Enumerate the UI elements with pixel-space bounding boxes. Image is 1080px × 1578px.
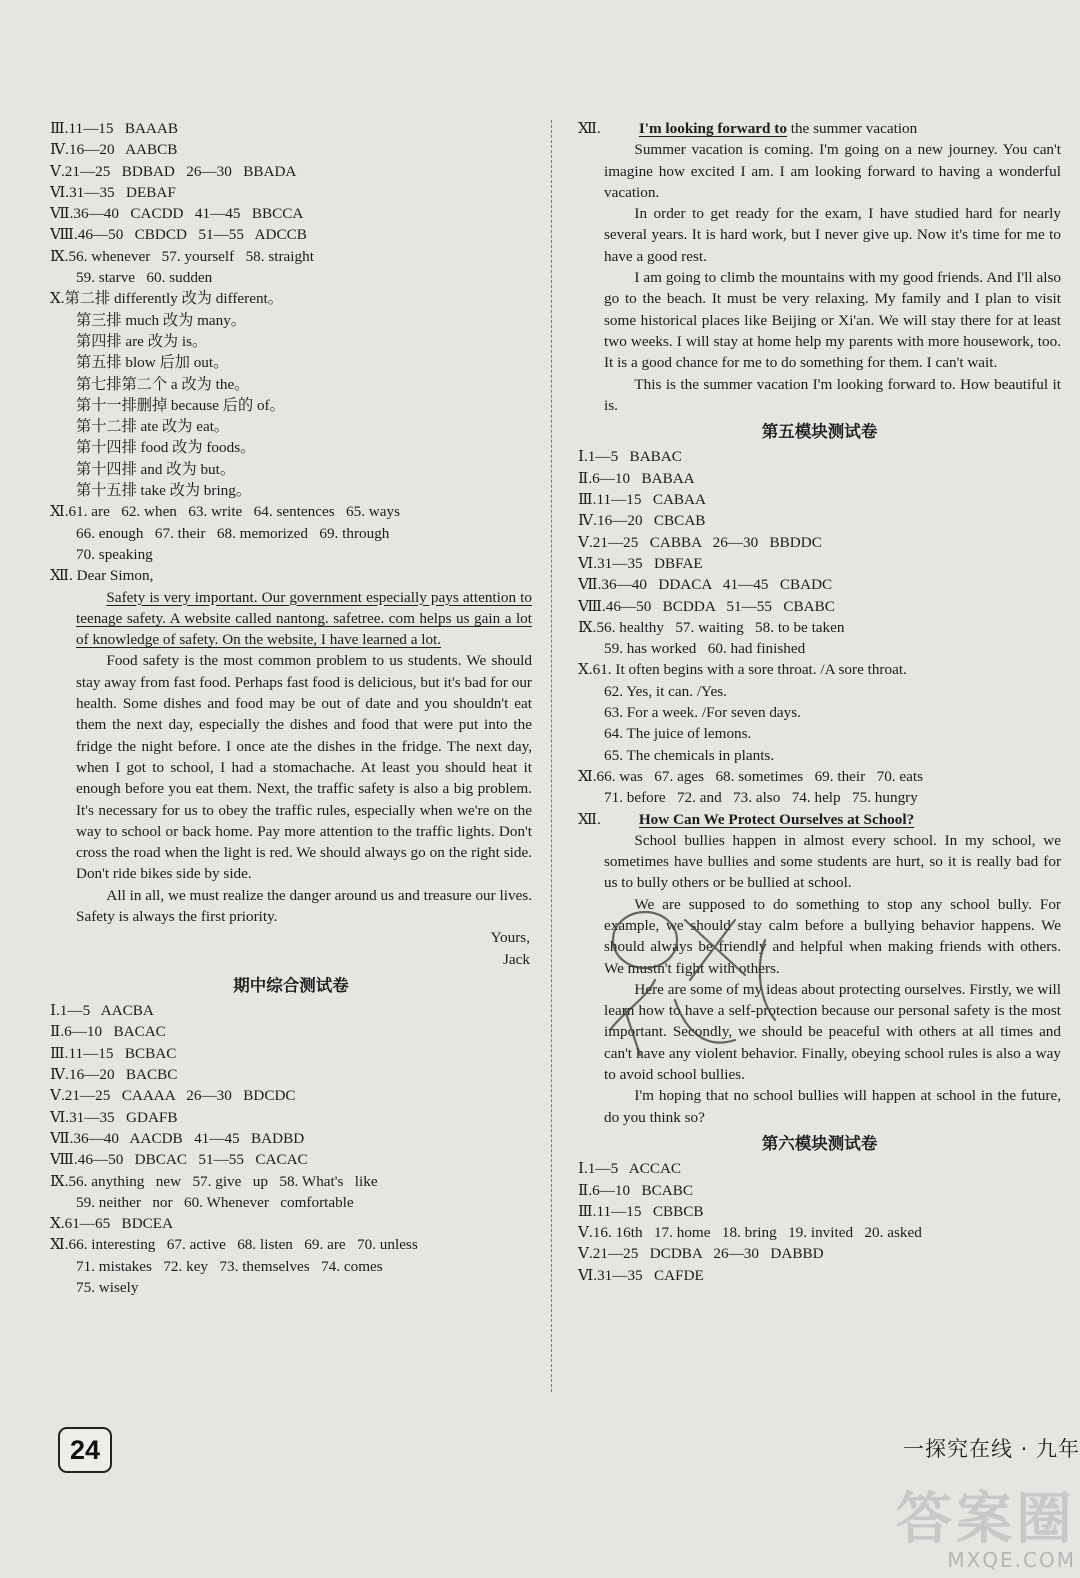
midterm-lines-cont <box>50 1192 532 1213</box>
essay-paragraph: I'm hoping that no school bullies will happen at school in the future, do you think so? <box>604 1087 1061 1126</box>
answer-line: Ⅲ.11—15 BAAAB <box>50 120 178 137</box>
module6-lines <box>578 1158 1061 1286</box>
answer-line: Ⅱ.6—10 BACAC <box>50 1023 166 1041</box>
module5-xi-rest <box>578 787 1061 808</box>
essay1-label: Ⅻ. <box>578 120 601 137</box>
answer-line: Ⅷ.46—50 CBDCD 51—55 ADCCB <box>50 226 307 244</box>
watermark-big: 答案圈 <box>896 1487 1076 1552</box>
essay2-title <box>578 809 1061 830</box>
answer-line: Ⅸ.56. whenever 57. yourself 58. straight <box>50 247 314 265</box>
module5-xi-first: Ⅺ.66. was 67. ages 68. sometimes 69. their 70. eats <box>578 767 923 785</box>
answer-line: Ⅴ.21—25 DCDBA 26—30 DABBD <box>578 1245 824 1263</box>
essay-paragraph: This is the summer vacation I'm looking forward to. How beautiful it is. <box>604 375 1061 414</box>
answer-line: Ⅲ.11—15 CBBCB <box>578 1202 704 1220</box>
answer-line: 66. enough 67. their 68. memorized 69. through <box>76 524 390 542</box>
section-xi-first: Ⅺ.61. are 62. when 63. write 64. sentences 65. ways <box>50 503 401 521</box>
correction-line: 第三排 much 改为 many。 <box>76 311 246 329</box>
answer-line: Ⅱ.6—10 BABAA <box>578 469 695 487</box>
answer-line: Ⅳ.16—20 CBCAB <box>578 512 706 530</box>
letter-sign-name: Jack <box>503 950 530 968</box>
correction-line: 第十五排 take 改为 bring。 <box>76 482 252 500</box>
right-column <box>578 118 1061 1286</box>
answer-line: Ⅵ.31—35 GDAFB <box>50 1108 178 1126</box>
answer-line: Ⅶ.36—40 DDACA 41—45 CBADC <box>578 576 833 594</box>
module5-x-first: Ⅹ.61. It often begins with a sore throat. /A sore throat. <box>578 661 907 679</box>
answer-line: Ⅷ.46—50 BCDDA 51—55 CBABC <box>578 597 835 615</box>
answer-line: 62. Yes, it can. /Yes. <box>604 682 727 700</box>
answer-line: Ⅶ.36—40 CACDD 41—45 BBCCA <box>50 205 304 223</box>
answer-line: 63. For a week. /For seven days. <box>604 704 801 722</box>
answer-line: Ⅲ.11—15 CABAA <box>578 491 706 509</box>
answer-line: Ⅴ.21—25 BDBAD 26—30 BBADA <box>50 162 297 180</box>
left-column <box>50 118 532 1298</box>
answer-line: Ⅳ.16—20 BACBC <box>50 1066 178 1084</box>
essay-paragraph: School bullies happen in almost every school. In my school, we sometimes have bullies and some students are hurt, so it is really bad for us to bully others or be bullied at school. <box>604 831 1061 892</box>
answer-line: 59. has worked 60. had finished <box>604 640 806 658</box>
watermark <box>896 1487 1076 1572</box>
midterm-lines-2 <box>50 1213 532 1256</box>
essay-paragraph: We are supposed to do something to stop any school bully. For example, we should stay calm before a bullying behavior happens. We should always be friendly and helpful when making friends with others. We mustn't fight with others. <box>604 895 1061 977</box>
answer-line: 71. mistakes 72. key 73. themselves 74. comes <box>76 1257 383 1275</box>
answer-lines-part1 <box>50 118 532 267</box>
watermark-small: MXQE.COM <box>947 1548 1076 1572</box>
handwritten-stamp <box>585 880 805 1080</box>
answer-line: Ⅶ.36—40 AACDB 41—45 BADBD <box>50 1129 305 1147</box>
module5-heading: 第五模块测试卷 <box>761 422 878 442</box>
correction-line: 第五排 blow 后加 out。 <box>76 354 229 372</box>
answer-line: 59. neither nor 60. Whenever comfortable <box>76 1193 354 1211</box>
letter-intro: Safety is very important. Our government especially pays attention to teenage safety. A website called nantong. safetree. com helps us gain a lot of knowledge of safety. On the website, I have learned a lot. <box>76 588 532 649</box>
answer-line: 70. speaking <box>76 545 153 563</box>
answer-line: Ⅳ.16—20 AABCB <box>50 141 178 159</box>
answer-line: Ⅷ.46—50 DBCAC 51—55 CACAC <box>50 1151 308 1169</box>
correction-line: 第四排 are 改为 is。 <box>76 332 208 350</box>
essay1-title-rest: the summer vacation <box>786 120 918 137</box>
essay-paragraph: Here are some of my ideas about protecting ourselves. Firstly, we will learn how to have a self-protection because our personal safety is the most important. Secondly, we should be peaceful with others at all times and can't have any violent behavior. Finally, obeying school rules is also a way to avoid school bullies. <box>604 980 1061 1084</box>
section-xi-rest <box>50 523 532 566</box>
correction-line: 第十二排 ate 改为 eat。 <box>76 418 230 436</box>
module5-x-rest <box>578 681 1061 766</box>
footer-series-title: 一探究在线 · 九年 <box>902 1437 1080 1461</box>
answer-line: Ⅴ.16. 16th 17. home 18. bring 19. invited 20. asked <box>578 1224 922 1242</box>
answer-line: 65. The chemicals in plants. <box>604 746 775 764</box>
answer-line: 71. before 72. and 73. also 74. help 75. hungry <box>604 789 918 807</box>
answer-line: 59. starve 60. sudden <box>76 269 213 287</box>
answer-line: 64. The juice of lemons. <box>604 725 752 743</box>
midterm-lines-2-cont <box>50 1256 532 1299</box>
corrections-list <box>50 310 532 502</box>
answer-line: Ⅲ.11—15 BCBAC <box>50 1044 177 1062</box>
essay1-body <box>578 139 1061 416</box>
correction-line: 第七排第二个 a 改为 the。 <box>76 375 250 393</box>
essay-paragraph: I am going to climb the mountains with my good friends. And I'll also go to the beach. It must be very relaxing. My family and I plan to visit some historical places like Beijing or Xi'an. We will stay there for at least two weeks. I will stay at home help my parents with more housework, too. It is a good chance for me to do something for them. I can't wait. <box>604 269 1061 372</box>
answer-line: Ⅰ.1—5 ACCAC <box>578 1160 682 1178</box>
correction-line: 第十一排删掉 because 后的 of。 <box>76 396 285 414</box>
essay-paragraph: In order to get ready for the exam, I have studied hard for nearly several years. It is hard work, but I never give up. Now it's time for me to have a good rest. <box>604 205 1061 265</box>
corrections-first: Ⅹ.第二排 differently 改为 different。 <box>50 290 283 308</box>
answer-line: Ⅰ.1—5 AACBA <box>50 1002 154 1020</box>
answer-line: Ⅱ.6—10 BCABC <box>578 1181 693 1199</box>
answer-line: Ⅴ.21—25 CABBA 26—30 BBDDC <box>578 533 822 551</box>
essay1-title <box>578 118 1061 139</box>
correction-line: 第十四排 food 改为 foods。 <box>76 439 256 457</box>
midterm-heading: 期中综合测试卷 <box>233 975 349 995</box>
answer-line: Ⅵ.31—35 DBFAE <box>578 554 703 572</box>
answer-lines-part1-cont <box>50 267 532 288</box>
module6-heading: 第六模块测试卷 <box>761 1133 878 1153</box>
answer-line: Ⅵ.31—35 DEBAF <box>50 183 176 201</box>
essay2-title-text: How Can We Protect Ourselves at School? <box>638 810 915 828</box>
answer-line: Ⅹ.61—65 BDCEA <box>50 1215 174 1233</box>
column-divider <box>551 120 552 1392</box>
letter-sign-yours: Yours, <box>490 929 530 947</box>
answer-line: Ⅴ.21—25 CAAAA 26—30 BDCDC <box>50 1087 296 1105</box>
answer-line: Ⅵ.31—35 CAFDE <box>578 1266 704 1284</box>
answer-line: Ⅰ.1—5 BABAC <box>578 448 682 466</box>
page-number: 24 <box>58 1427 112 1473</box>
letter-body <box>50 650 532 927</box>
letter-greeting: Ⅻ. Dear Simon, <box>50 567 154 585</box>
module5-lines <box>578 446 1061 638</box>
letter-paragraph: All in all, we must realize the danger around us and treasure our lives. Safety is always the first priority. <box>76 886 532 925</box>
essay-paragraph: Summer vacation is coming. I'm going on a new journey. You can't imagine how excited I am. I am looking forward to having a wonderful vacation. <box>604 141 1061 201</box>
essay2-label: Ⅻ. <box>578 810 601 828</box>
essay1-title-bold: I'm looking forward to <box>638 120 787 137</box>
letter-paragraph: Food safety is the most common problem to us students. We should stay away from fast food. Perhaps fast food is delicious, but it's bad for our health. Some dishes and food may be out of date and you shouldn't eat them the next day, especially the dishes and food that were put into the fridge the night before. I once ate the dishes in the fridge. The next day, when I got to school, I had a stomachache. At least you should heat it enough before you eat them. Next, the traffic safety is also a big problem. It's necessary for us to obey the traffic rules, especially when we're on the way to school or back home. Pay more attention to the traffic lights. Don't cross the road when the light is red. We should always go on the right side. Don't ride bikes side by side. <box>76 652 532 883</box>
midterm-lines <box>50 1000 532 1192</box>
correction-line: 第十四排 and 改为 but。 <box>76 460 236 478</box>
answer-line: Ⅺ.66. interesting 67. active 68. listen 69. are 70. unless <box>50 1236 418 1254</box>
answer-line: Ⅸ.56. anything new 57. give up 58. What's like <box>50 1172 378 1190</box>
answer-line: 75. wisely <box>76 1279 139 1297</box>
module5-lines-cont <box>578 638 1061 659</box>
answer-line: Ⅸ.56. healthy 57. waiting 58. to be taken <box>578 618 845 636</box>
